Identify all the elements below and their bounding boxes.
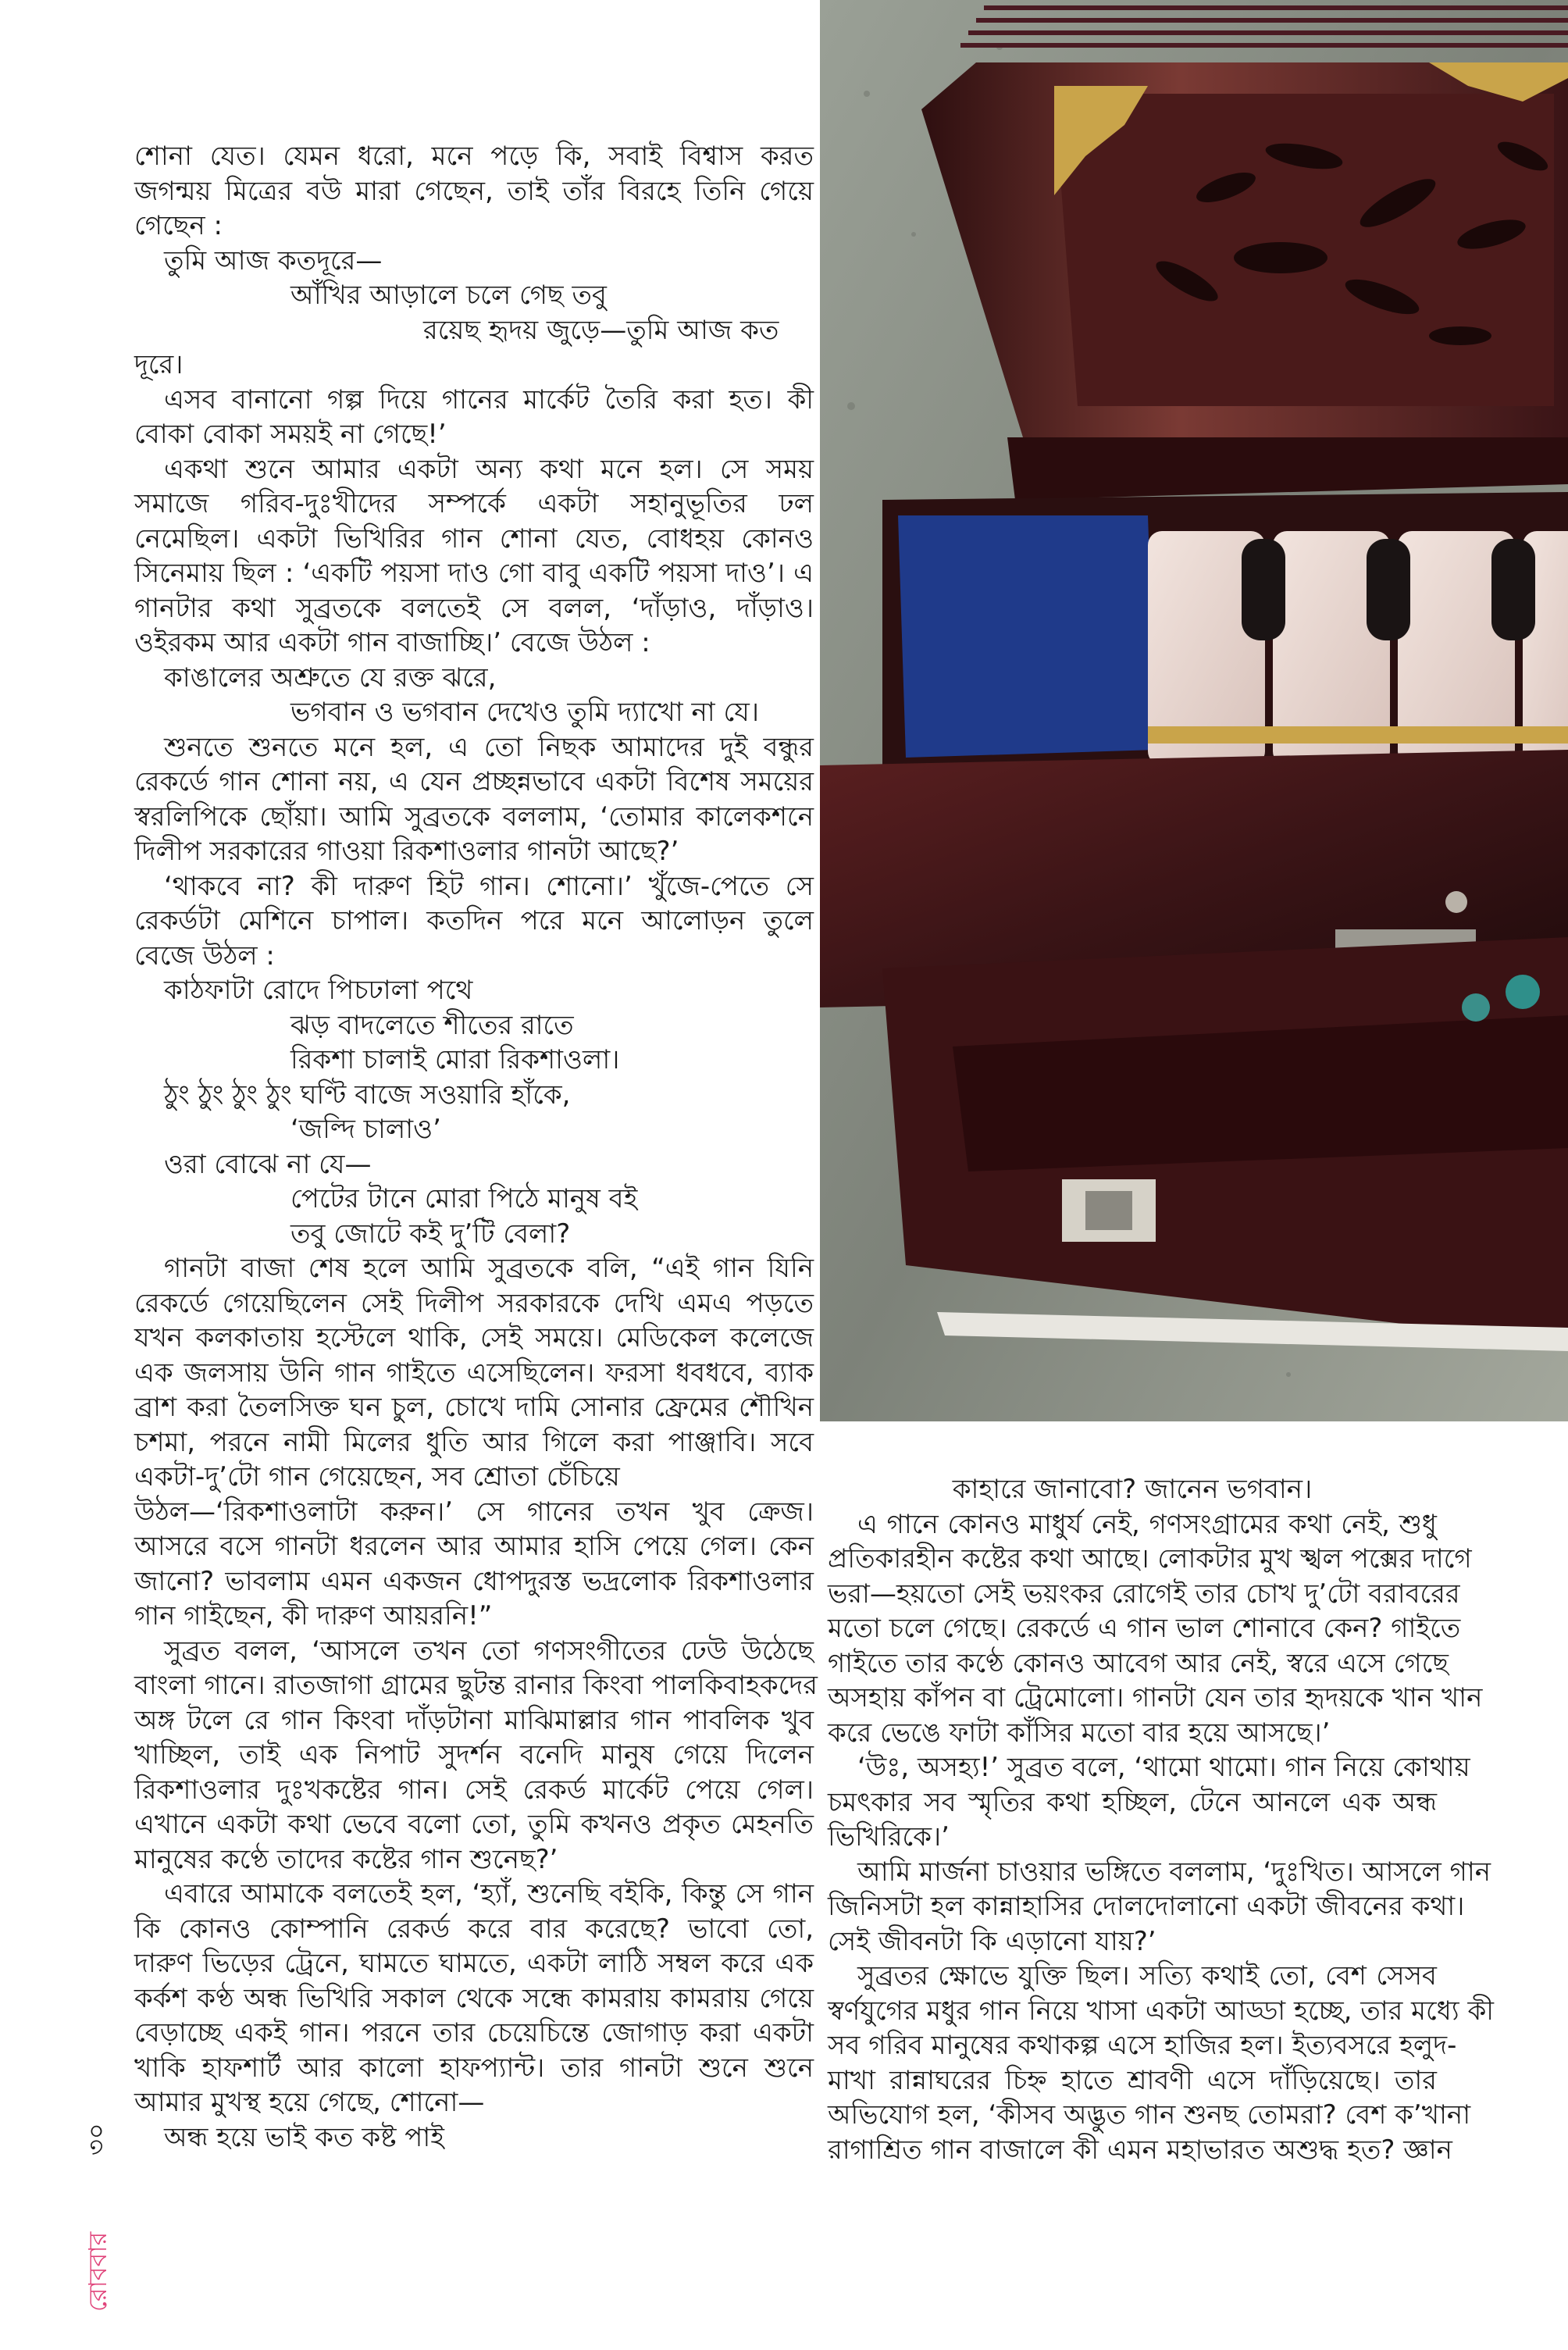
text-line: আমি মার্জনা চাওয়ার ভঙ্গিতে বললাম, ‘দুঃখিত। আসলে গান <box>857 1856 1491 1888</box>
text-line: সেই জীবনটা কি এড়ানো যায়?’ <box>828 1925 1156 1957</box>
text-line: জানো? ভাবলাম এমন একজন ধোপদুরস্ত ভদ্রলোক রিকশাওলার <box>134 1565 814 1597</box>
text-line: গান গাইছেন, কী দারুণ আয়রনি!” <box>134 1600 493 1631</box>
text-line: শুনতে শুনতে মনে হল, এ তো নিছক আমাদের দুই বন্ধুর <box>164 731 814 763</box>
text-line: গানটা বাজা শেষ হলে আমি সুব্রতকে বলি, “এই গান যিনি <box>164 1253 814 1284</box>
article-right-column <box>828 1472 1494 2167</box>
text-line: জিনিসটা হল কান্নাহাসির দোলদোলানো একটা জীবনের কথা। <box>828 1891 1465 1922</box>
text-line: ভিখিরিকে।’ <box>828 1821 950 1853</box>
text-line: যখন কলকাতায় হস্টেলে থাকি, সেই সময়ে। মেডিকেল কলেজে <box>134 1322 814 1353</box>
text-line: বোকা বোকা সময়ই না গেছে!’ <box>134 419 447 450</box>
text-line: এসব বানানো গল্প দিয়ে গানের মার্কেট তৈরি করা হত। কী <box>164 383 814 415</box>
text-line: সমাজে গরিব-দুঃখীদের সম্পর্কে একটা সহানুভূতির ঢল <box>134 488 814 519</box>
text-line: জগন্ময় মিত্রের বউ মারা গেছেন, তাই তাঁর বিরহে তিনি গেয়ে <box>134 175 814 207</box>
text-line: ‘থাকবে না? কী দারুণ হিট গান। শোনো।’ খুঁজে-পেতে সে <box>164 870 814 902</box>
text-line: ভরা—হয়তো সেই ভয়ংকর রোগেই তার চোখ দু’টো বরাবরের <box>828 1578 1460 1610</box>
text-line: বাংলা গানে। রাতজাগা গ্রামের ছুটন্ত রানার কিংবা পালকিবাহকদের <box>134 1670 818 1701</box>
text-line: স্বরলিপিকে ছোঁয়া। আমি সুব্রতকে বললাম, ‘তোমার কালেকশনে <box>134 801 814 833</box>
text-line: এক জলসায় উনি গান গাইতে এসেছিলেন। ফরসা ধবধবে, ব্যাক <box>134 1357 814 1389</box>
text-line: চমৎকার সব স্মৃতির কথা হচ্ছিল, টেনে আনলে এক অন্ধ <box>828 1786 1437 1818</box>
text-line: অঙ্গ টলে রে গান কিংবা দাঁড়টানা মাঝিমাল্লার গান পাবলিক খুব <box>134 1704 814 1736</box>
text-line: কাঠফাটা রোদে পিচঢালা পথে <box>164 975 473 1006</box>
text-line: স্বর্ণযুগের মধুর গান নিয়ে খাসা একটা আড্ডা হচ্ছে, তার মধ্যে কী <box>828 1995 1494 2027</box>
text-line: শোনা যেত। যেমন ধরো, মনে পড়ে কি, সবাই বিশ্বাস করত <box>134 141 814 172</box>
text-line: দিলীপ সরকারের গাওয়া রিকশাওলার গানটা আছে?’ <box>134 836 679 867</box>
text-line: একথা শুনে আমার একটা অন্য কথা মনে হল। সে সময় <box>164 453 814 485</box>
text-line: আসরে বসে গানটা ধরলেন আর আমার হাসি পেয়ে গেল। কেন <box>134 1531 814 1562</box>
text-line: ব্রাশ করা তৈলসিক্ত ঘন চুল, চোখে দামি সোনার ফ্রেমের শৌখিন <box>134 1392 814 1423</box>
text-line: কাঙালের অশ্রুতে যে রক্ত ঝরে, <box>164 661 497 694</box>
text-line: রাগাশ্রিত গান বাজালে কী এমন মহাভারত অশুদ্ধ হত? জ্ঞান <box>828 2134 1452 2166</box>
text-line: একটা-দু’টো গান গেয়েছেন, সব শ্রোতা চেঁচিয়ে <box>134 1461 620 1492</box>
text-line: ‘উঃ, অসহ্য!’ সুব্রত বলে, ‘থামো থামো। গান নিয়ে কোথায় <box>857 1752 1470 1783</box>
text-line: সুব্রতর ক্ষোভে যুক্তি ছিল। সত্যি কথাই তো, বেশ সেসব <box>857 1960 1437 1992</box>
text-line: এখানে একটা কথা ভেবে বলো তো, তুমি কখনও প্রকৃত মেহনতি <box>134 1809 814 1840</box>
text-line: আঁখির আড়ালে চলে গেছ তবু <box>290 280 607 311</box>
text-line: করে ভেঙে ফাটা কাঁসির মতো বার হয়ে আসছে।’ <box>828 1717 1331 1749</box>
harmonium-photo <box>820 0 1568 1421</box>
text-line: সব গরিব মানুষের কথাকল্প এসে হাজির হল। ইত্যবসরে হলুদ- <box>828 2030 1457 2061</box>
text-line: রেকর্ডটা মেশিনে চাপাল। কতদিন পরে মনে আলোড়ন তুলে <box>134 905 814 936</box>
text-line: তবু জোটে কই দু’টি বেলা? <box>290 1218 571 1250</box>
text-line: ঠুং ঠুং ঠুং ঠুং ঘণ্টি বাজে সওয়ারি হাঁকে, <box>164 1079 571 1111</box>
text-line: সিনেমায় ছিল : ‘একটি পয়সা দাও গো বাবু একটি পয়সা দাও’। এ <box>134 558 814 589</box>
text-line: খাকি হাফশার্ট আর কালো হাফপ্যান্ট। তার গানটা শুনে শুনে <box>134 2052 814 2084</box>
text-line: গাইতে তার কণ্ঠে কোনও আবেগ আর নেই, স্বরে এসে গেছে <box>828 1647 1449 1679</box>
text-line: রেকর্ডে গান শোনা নয়, এ যেন প্রচ্ছন্নভাবে একটা বিশেষ সময়ের <box>134 766 814 797</box>
text-line: গানটার কথা সুব্রতকে বলতেই সে বলল, ‘দাঁড়াও, দাঁড়াও। <box>134 592 814 624</box>
page-sidebar <box>47 2031 112 2312</box>
text-line: সুব্রত বলল, ‘আসলে তখন তো গণসংগীতের ঢেউ উঠেছে <box>164 1635 814 1667</box>
text-line: আমার মুখস্থ হয়ে গেছে, শোনো— <box>134 2087 485 2118</box>
text-line: রিকশা চালাই মোরা রিকশাওলা। <box>290 1044 620 1075</box>
magazine-name: রোববার <box>83 2231 112 2312</box>
text-line: দারুণ ভিড়ের ট্রেনে, ঘামতে ঘামতে, একটা লাঠি সম্বল করে এক <box>134 1948 814 1979</box>
text-line: মানুষের কণ্ঠে তাদের কষ্টের গান শুনেছ?’ <box>134 1843 558 1875</box>
text-line: ভগবান ও ভগবান দেখেও তুমি দ্যাখো না যে। <box>290 697 759 728</box>
text-line: চশমা, পরনে নামী মিলের ধুতি আর গিলে করা পাঞ্জাবি। সবে <box>134 1426 814 1458</box>
text-line: ঝড় বাদলেতে শীতের রাতে <box>290 1009 574 1041</box>
text-line: বেড়াচ্ছে একই গান। পরনে তার চেয়েচিন্তে জোগাড় করা একটা <box>134 2017 814 2049</box>
text-line: রয়েছ হৃদয় জুড়ে—তুমি আজ কত <box>423 314 779 346</box>
page-number: ৩০ <box>81 2123 111 2156</box>
text-line: ‘জল্দি চালাও’ <box>290 1114 441 1145</box>
text-line: রিকশাওলার দুঃখকষ্টের গান। সেই রেকর্ড মার্কেট পেয়ে গেল। <box>134 1774 814 1806</box>
text-line: ওরা বোঝে না যে— <box>164 1148 372 1180</box>
text-line: কাহারে জানাবো? জানেন ভগবান। <box>952 1474 1313 1505</box>
text-line: নেমেছিল। একটা ভিখিরির গান শোনা যেত, বোধহয় কোনও <box>134 522 814 555</box>
text-line: এবারে আমাকে বলতেই হল, ‘হ্যাঁ, শুনেছি বইকি, কিন্তু সে গান <box>164 1878 814 1910</box>
text-line: বেজে উঠল : <box>134 940 275 972</box>
text-line: ওইরকম আর একটা গান বাজাচ্ছি।’ বেজে উঠল : <box>134 627 650 658</box>
text-line: কর্কশ কণ্ঠ অন্ধ ভিখিরি সকাল থেকে সন্ধে কামরায় কামরায় গেয়ে <box>134 1982 814 2014</box>
article-left-column <box>134 139 818 2155</box>
text-line: তুমি আজ কতদূরে— <box>164 244 383 276</box>
text-line: রেকর্ডে গেয়েছিলেন সেই দিলীপ সরকারকে দেখি এমএ পড়তে <box>134 1287 814 1319</box>
text-line: দূরে। <box>134 349 184 380</box>
text-line: অন্ধ হয়ে ভাই কত কষ্ট পাই <box>164 2121 444 2153</box>
text-line: পেটের টানে মোরা পিঠে মানুষ বই <box>290 1183 638 1214</box>
text-line: খাচ্ছিল, তাই এক নিপাট সুদর্শন বনেদি মানুষ গেয়ে দিলেন <box>134 1739 814 1771</box>
text-line: মতো চলে গেছে। রেকর্ডে এ গান ভাল শোনাবে কেন? গাইতে <box>828 1613 1461 1644</box>
text-line: মাখা রান্নাঘরের চিহ্ন হাতে শ্রাবণী এসে দাঁড়িয়েছে। তার <box>828 2064 1437 2096</box>
text-line: কি কোনও কোম্পানি রেকর্ড করে বার করেছে? ভাবো তো, <box>134 1913 814 1945</box>
text-line: উঠল—‘রিকশাওলাটা করুন।’ সে গানের তখন খুব ক্রেজ। <box>134 1496 814 1528</box>
text-line: অভিযোগ হল, ‘কীসব অদ্ভুত গান শুনছ তোমরা? বেশ ক’খানা <box>828 2099 1471 2131</box>
text-line: এ গানে কোনও মাধুর্য নেই, গণসংগ্রামের কথা নেই, শুধু <box>857 1508 1437 1540</box>
text-line: অসহায় কাঁপন বা ট্রেমোলো। গানটা যেন তার হৃদয়কে খান খান <box>828 1682 1483 1713</box>
text-line: প্রতিকারহীন কষ্টের কথা আছে। লোকটার মুখ স্খল পক্সের দাগে <box>828 1543 1472 1574</box>
text-line: গেছেন : <box>134 210 223 241</box>
